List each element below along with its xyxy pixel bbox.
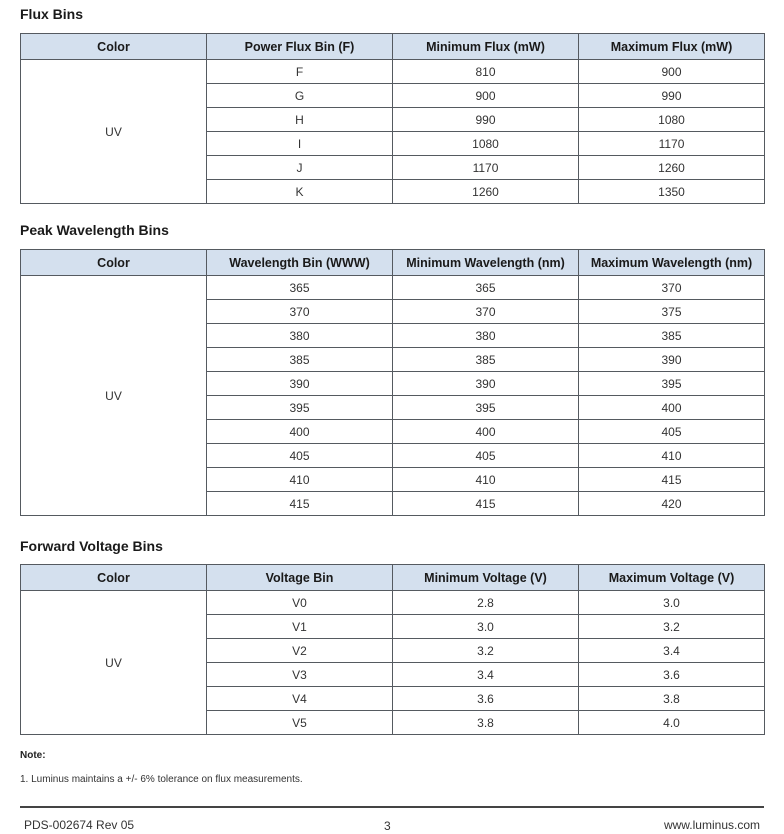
column-header: Minimum Voltage (V) [393, 565, 579, 591]
table-cell: 385 [393, 348, 579, 372]
note-text: 1. Luminus maintains a +/- 6% tolerance on flux measurements. [20, 774, 303, 785]
table-cell: 410 [207, 468, 393, 492]
table-cell: V3 [207, 663, 393, 687]
table-cell: 370 [579, 276, 765, 300]
table-cell: 380 [207, 324, 393, 348]
page-number: 3 [384, 819, 391, 833]
column-header: Maximum Wavelength (nm) [579, 250, 765, 276]
table-cell: 390 [393, 372, 579, 396]
column-header: Voltage Bin [207, 565, 393, 591]
table-cell: 365 [207, 276, 393, 300]
column-header: Maximum Voltage (V) [579, 565, 765, 591]
table-cell: V0 [207, 591, 393, 615]
table-cell: 990 [579, 84, 765, 108]
forward-voltage-bins-title: Forward Voltage Bins [20, 538, 163, 554]
color-cell: UV [21, 276, 207, 516]
table-cell: 810 [393, 60, 579, 84]
table-cell: 395 [579, 372, 765, 396]
table-cell: 370 [393, 300, 579, 324]
table-cell: 390 [207, 372, 393, 396]
column-header: Wavelength Bin (WWW) [207, 250, 393, 276]
table-cell: 3.6 [579, 663, 765, 687]
table-cell: 415 [393, 492, 579, 516]
table-cell: 410 [579, 444, 765, 468]
table-cell: 405 [207, 444, 393, 468]
flux-bins-title: Flux Bins [20, 6, 84, 22]
footer-divider [20, 806, 764, 808]
table-cell: 1080 [393, 132, 579, 156]
table-cell: F [207, 60, 393, 84]
table-cell: 395 [393, 396, 579, 420]
website-link[interactable]: www.luminus.com [663, 818, 760, 832]
table-cell: 1350 [579, 180, 765, 204]
table-cell: J [207, 156, 393, 180]
table-cell: 405 [393, 444, 579, 468]
table-cell: K [207, 180, 393, 204]
table-cell: V5 [207, 711, 393, 735]
flux-bins-table [20, 33, 765, 204]
table-cell: 3.4 [393, 663, 579, 687]
table-cell: 405 [579, 420, 765, 444]
table-row [21, 276, 765, 300]
column-header: Minimum Flux (mW) [393, 34, 579, 60]
table-cell: 370 [207, 300, 393, 324]
table-cell: 400 [579, 396, 765, 420]
table-cell: 380 [393, 324, 579, 348]
table-cell: 420 [579, 492, 765, 516]
table-cell: 3.2 [393, 639, 579, 663]
table-cell: 3.6 [393, 687, 579, 711]
column-header: Power Flux Bin (F) [207, 34, 393, 60]
peak-wavelength-bins-title: Peak Wavelength Bins [20, 222, 169, 238]
table-cell: 3.8 [579, 687, 765, 711]
table-cell: 365 [393, 276, 579, 300]
table-cell: 400 [207, 420, 393, 444]
peak-wavelength-bins-table [20, 249, 765, 516]
table-cell: 415 [579, 468, 765, 492]
table-cell: 3.0 [393, 615, 579, 639]
table-cell: V1 [207, 615, 393, 639]
table-cell: I [207, 132, 393, 156]
column-header: Color [21, 565, 207, 591]
table-cell: 1260 [393, 180, 579, 204]
table-cell: 990 [393, 108, 579, 132]
table-cell: 3.4 [579, 639, 765, 663]
table-cell: 1260 [579, 156, 765, 180]
table-row [21, 60, 765, 84]
color-cell: UV [21, 591, 207, 735]
document-id: PDS-002674 Rev 05 [24, 818, 135, 832]
table-row [21, 591, 765, 615]
column-header: Color [21, 34, 207, 60]
table-header-row [21, 250, 765, 276]
table-cell: V4 [207, 687, 393, 711]
table-cell: 2.8 [393, 591, 579, 615]
table-cell: 410 [393, 468, 579, 492]
table-cell: 1080 [579, 108, 765, 132]
table-cell: 1170 [579, 132, 765, 156]
table-header-row [21, 34, 765, 60]
table-cell: 385 [579, 324, 765, 348]
table-cell: V2 [207, 639, 393, 663]
table-cell: 3.8 [393, 711, 579, 735]
forward-voltage-bins-table [20, 564, 765, 735]
table-cell: 1170 [393, 156, 579, 180]
table-header-row [21, 565, 765, 591]
color-cell: UV [21, 60, 207, 204]
table-cell: G [207, 84, 393, 108]
table-cell: 415 [207, 492, 393, 516]
column-header: Maximum Flux (mW) [579, 34, 765, 60]
table-cell: 395 [207, 396, 393, 420]
table-cell: 900 [579, 60, 765, 84]
column-header: Color [21, 250, 207, 276]
table-cell: 4.0 [579, 711, 765, 735]
note-label: Note: [20, 750, 46, 761]
table-cell: 375 [579, 300, 765, 324]
table-cell: 900 [393, 84, 579, 108]
table-cell: 385 [207, 348, 393, 372]
column-header: Minimum Wavelength (nm) [393, 250, 579, 276]
table-cell: 400 [393, 420, 579, 444]
table-cell: 390 [579, 348, 765, 372]
table-cell: 3.2 [579, 615, 765, 639]
table-cell: H [207, 108, 393, 132]
table-cell: 3.0 [579, 591, 765, 615]
